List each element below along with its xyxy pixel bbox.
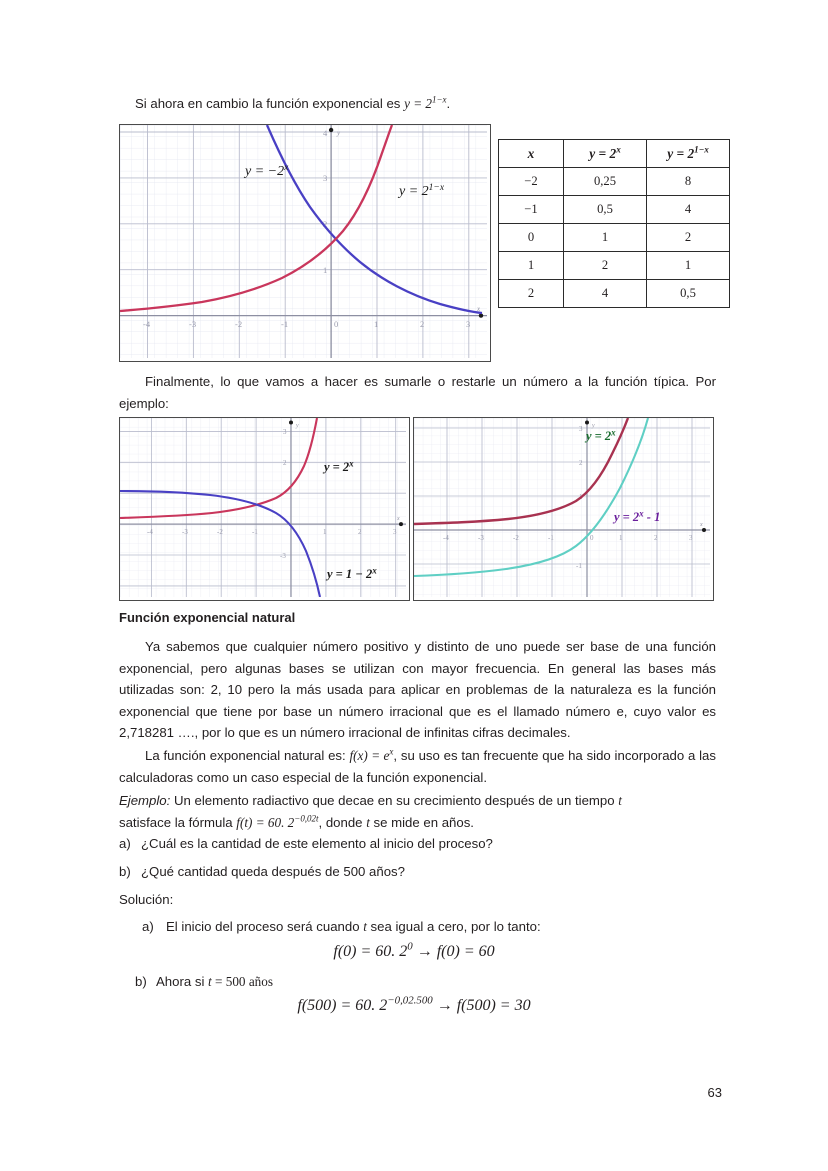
table-cell: −1 — [499, 196, 564, 224]
graph-bl-label-blue: $y = 1 - 2^x$ — [327, 565, 377, 581]
graph-bottom-right — [413, 417, 714, 601]
svg-text:-2: -2 — [235, 319, 243, 329]
intro-text-after: . — [446, 96, 451, 111]
ejemplo-line2-before: satisface la fórmula — [119, 814, 237, 830]
svg-text:-1: -1 — [281, 319, 289, 329]
heading-funcion-exponencial-natural — [119, 607, 716, 629]
graph-br-label-purple: $y = 2^x - 1$ — [614, 508, 661, 524]
table-cell: 2 — [647, 224, 730, 252]
table-header-y2x: $y = 2^x$ — [564, 140, 647, 168]
table-header-row — [499, 140, 730, 168]
solution-b — [135, 971, 716, 993]
table-cell: 1 — [647, 252, 730, 280]
table-cell: 2 — [564, 252, 647, 280]
ejemplo-label: Ejemplo: — [119, 793, 171, 808]
svg-text:1: 1 — [323, 528, 327, 536]
table-cell: 0 — [499, 224, 564, 252]
table-cell: 0,25 — [564, 168, 647, 196]
paragraph-ya-sabemos — [119, 636, 716, 744]
graph-top — [119, 124, 491, 362]
svg-text:-1: -1 — [548, 534, 554, 542]
la-funcion-before: La función exponencial natural es: — [145, 748, 350, 763]
solution-b-after: = 500 años — [211, 974, 274, 989]
svg-text:4: 4 — [323, 128, 328, 138]
svg-text:-3: -3 — [478, 534, 484, 542]
ejemplo-var-t2: t — [366, 814, 370, 830]
svg-text:3: 3 — [466, 319, 471, 329]
svg-text:-4: -4 — [143, 319, 151, 329]
svg-text:-4: -4 — [443, 534, 449, 542]
svg-text:3: 3 — [393, 528, 397, 536]
values-table — [498, 139, 730, 308]
paragraph-ejemplo — [119, 790, 716, 833]
equation-b-rhs: f(500) = 30 — [456, 997, 531, 1014]
svg-text:x: x — [477, 305, 481, 313]
svg-text:-3: -3 — [189, 319, 197, 329]
ejemplo-line1: Un elemento radiactivo que decae en su crecimiento después de un tiempo — [170, 793, 619, 808]
intro-text-before: Si ahora en cambio la función exponencial es — [135, 96, 405, 111]
paragraph-la-funcion — [119, 745, 716, 788]
svg-text:y: y — [337, 129, 341, 137]
graph-bl-label-red: $y = 2^x$ — [324, 458, 354, 474]
svg-text:2: 2 — [283, 459, 287, 467]
solution-b-var: t — [208, 974, 212, 989]
graph-top-svg — [120, 125, 487, 358]
svg-text:2: 2 — [579, 459, 583, 467]
equation-a-arrow: → — [412, 943, 437, 960]
equation-a — [0, 940, 828, 961]
graph-br-label-green: $y = 2^x$ — [586, 427, 616, 443]
table-header-x: x — [499, 140, 564, 168]
table-header-y21x: $y = 2^{1-x}$ — [647, 140, 730, 168]
svg-text:x: x — [700, 522, 703, 528]
table-row — [499, 252, 730, 280]
solution-a-marker: a) — [142, 919, 154, 934]
graph-top-label-blue: $y = -2^x$ — [245, 163, 289, 179]
table-row — [499, 224, 730, 252]
table-cell: 0,5 — [564, 196, 647, 224]
table-cell: 1 — [564, 224, 647, 252]
question-a-text: ¿Cuál es la cantidad de este elemento al inicio del proceso? — [141, 836, 493, 851]
table-row — [499, 280, 730, 308]
paragraph-finalmente — [119, 371, 716, 414]
solucion-label — [119, 889, 716, 911]
table-cell: −2 — [499, 168, 564, 196]
intro-formula: $y = 2^{1-x}$ — [404, 94, 447, 111]
ejemplo-line2-after: , donde — [318, 814, 367, 830]
svg-text:-1: -1 — [576, 562, 582, 570]
svg-text:x: x — [397, 516, 400, 522]
graph-bottom-left — [119, 417, 410, 601]
solution-a-before: El inicio del proceso será cuando — [166, 919, 364, 934]
graph-bottom-right-svg — [414, 418, 710, 597]
la-funcion-after: , su uso es tan frecuente que ha sido incorporado a las calculadoras como un caso especial de la función exponencial. — [119, 748, 716, 785]
svg-text:y: y — [592, 423, 595, 429]
svg-text:3: 3 — [323, 173, 328, 183]
svg-text:-2: -2 — [217, 528, 223, 536]
solucion-label-text: Solución: — [119, 892, 174, 907]
la-funcion-formula: $f(x) = e^x$ — [349, 746, 394, 763]
table-cell: 4 — [564, 280, 647, 308]
ejemplo-formula: f(t) = 60. $2^{-0,02t}$ — [236, 813, 319, 830]
svg-text:-4: -4 — [147, 528, 153, 536]
equation-b-arrow: → — [432, 997, 457, 1014]
graph-bottom-left-svg — [120, 418, 406, 597]
svg-text:1: 1 — [374, 319, 379, 329]
ejemplo-var-t: t — [618, 793, 622, 808]
equation-a-lhs: f(0) = 60. $2^0$ — [333, 940, 413, 960]
svg-text:3: 3 — [283, 428, 287, 436]
solution-a-var: t — [363, 919, 367, 934]
question-b-marker: b) — [119, 864, 131, 879]
svg-text:2: 2 — [323, 219, 328, 229]
equation-b-lhs: f(500) = 60. $2^{-0,02.500}$ — [297, 994, 433, 1014]
svg-text:-1: -1 — [252, 528, 258, 536]
svg-text:y: y — [296, 423, 299, 429]
svg-text:2: 2 — [654, 534, 658, 542]
equation-b — [0, 994, 828, 1015]
solution-a — [142, 916, 716, 938]
question-b — [119, 861, 716, 883]
solution-a-after: sea igual a cero, por lo tanto: — [366, 919, 541, 934]
solution-b-marker: b) — [135, 974, 147, 989]
table-row — [499, 196, 730, 224]
svg-text:2: 2 — [358, 528, 362, 536]
svg-text:-3: -3 — [182, 528, 188, 536]
svg-text:1: 1 — [619, 534, 623, 542]
svg-text:1: 1 — [579, 493, 583, 501]
intro-paragraph — [135, 93, 715, 115]
table-cell: 1 — [499, 252, 564, 280]
svg-text:1: 1 — [323, 265, 328, 275]
question-b-text: ¿Qué cantidad queda después de 500 años? — [141, 864, 405, 879]
paragraph-ya-sabemos-text: Ya sabemos que cualquier número positivo y distinto de uno puede ser base de una función exponencial, pero algunas bases se utilizan con mayor frecuencia. En general las bases más utilizadas son: 2, 10 pero la más usada para aplicar en problemas de la naturaleza es la función exponencial que tiene por base un número irracional que es el llamado número e, cuyo valor es 2,718281 …., por lo que es un número irracional de infinitas cifras decimales. — [119, 639, 716, 740]
solution-b-before: Ahora si — [156, 974, 209, 989]
svg-text:-2: -2 — [513, 534, 519, 542]
table-row — [499, 168, 730, 196]
question-a-marker: a) — [119, 836, 131, 851]
heading-text: Función exponencial natural — [119, 610, 296, 625]
ejemplo-line2-end: se mide en años. — [369, 814, 474, 830]
svg-text:3: 3 — [689, 534, 693, 542]
equation-a-rhs: f(0) = 60 — [436, 943, 495, 960]
svg-text:-3: -3 — [280, 552, 286, 560]
table-cell: 4 — [647, 196, 730, 224]
svg-text:0: 0 — [590, 534, 594, 542]
question-a — [119, 833, 716, 855]
svg-text:0: 0 — [334, 319, 339, 329]
graph-top-label-red: $y = 2^{1-x}$ — [399, 183, 445, 199]
table-cell: 0,5 — [647, 280, 730, 308]
svg-text:3: 3 — [579, 425, 583, 433]
table-cell: 2 — [499, 280, 564, 308]
page-number: 63 — [707, 1085, 722, 1100]
svg-text:2: 2 — [420, 319, 425, 329]
paragraph-finalmente-text: Finalmente, lo que vamos a hacer es sumarle o restarle un número a la función típica. Por ejemplo: — [119, 374, 716, 411]
table-cell: 8 — [647, 168, 730, 196]
